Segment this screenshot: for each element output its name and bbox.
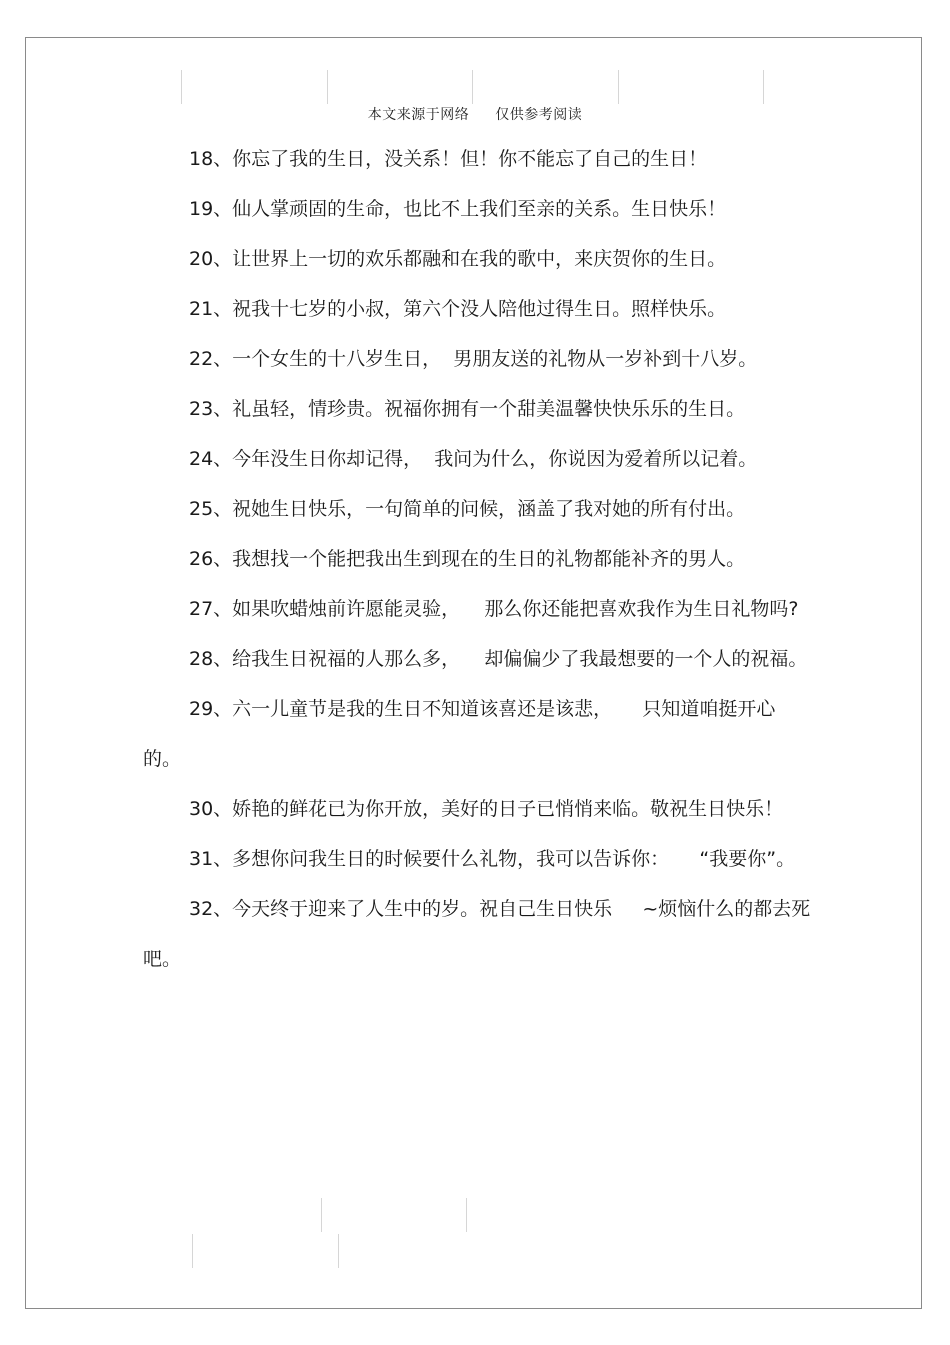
paragraph: 27、如果吹蜡烛前许愿能灵验， 那么你还能把喜欢我作为生日礼物吗? <box>189 598 799 620</box>
paragraph: 26、我想找一个能把我出生到现在的生日的礼物都能补齐的男人。 <box>189 548 746 570</box>
bottom-rule-mark <box>338 1234 339 1268</box>
source-note-left: 本文来源于网络 <box>367 107 470 123</box>
bottom-rule-mark <box>321 1198 322 1232</box>
top-rule-mark <box>327 70 328 104</box>
paragraph: 30、娇艳的鲜花已为你开放，美好的日子已悄悄来临。敬祝生日快乐！ <box>189 798 784 820</box>
document-body <box>143 134 813 984</box>
paragraph: 24、今年没生日你却记得， 我问为什么，你说因为爱着所以记着。 <box>189 448 758 470</box>
paragraph: 18、你忘了我的生日，没关系！但！你不能忘了自己的生日！ <box>189 148 708 170</box>
paragraph: 25、祝她生日快乐，一句简单的问候，涵盖了我对她的所有付出。 <box>189 498 746 520</box>
paragraph: 32、今天终于迎来了人生中的岁。祝自己生日快乐 ~烦恼什么的都去死吧。 <box>143 898 811 970</box>
top-rule-mark <box>763 70 764 104</box>
source-note-right: 仅供参考阅读 <box>495 107 583 123</box>
paragraph: 22、一个女生的十八岁生日， 男朋友送的礼物从一岁补到十八岁。 <box>189 348 758 370</box>
paragraph: 21、祝我十七岁的小叔，第六个没人陪他过得生日。照样快乐。 <box>189 298 727 320</box>
top-rule-mark <box>472 70 473 104</box>
paragraph: 29、六一儿童节是我的生日不知道该喜还是该悲， 只知道咱挺开心的。 <box>143 698 776 770</box>
paragraph: 31、多想你问我生日的时候要什么礼物，我可以告诉你： “我要你”。 <box>189 848 796 870</box>
bottom-rule-mark <box>192 1234 193 1268</box>
paragraph: 28、给我生日祝福的人那么多， 却偏偏少了我最想要的一个人的祝福。 <box>189 648 808 670</box>
source-note <box>0 104 950 124</box>
top-rule-mark <box>618 70 619 104</box>
paragraph: 20、让世界上一切的欢乐都融和在我的歌中，来庆贺你的生日。 <box>189 248 727 270</box>
paragraph: 23、礼虽轻，情珍贵。祝福你拥有一个甜美温馨快快乐乐的生日。 <box>189 398 746 420</box>
paragraph: 19、仙人掌顽固的生命，也比不上我们至亲的关系。生日快乐！ <box>189 198 727 220</box>
top-rule-mark <box>181 70 182 104</box>
bottom-rule-mark <box>466 1198 467 1232</box>
